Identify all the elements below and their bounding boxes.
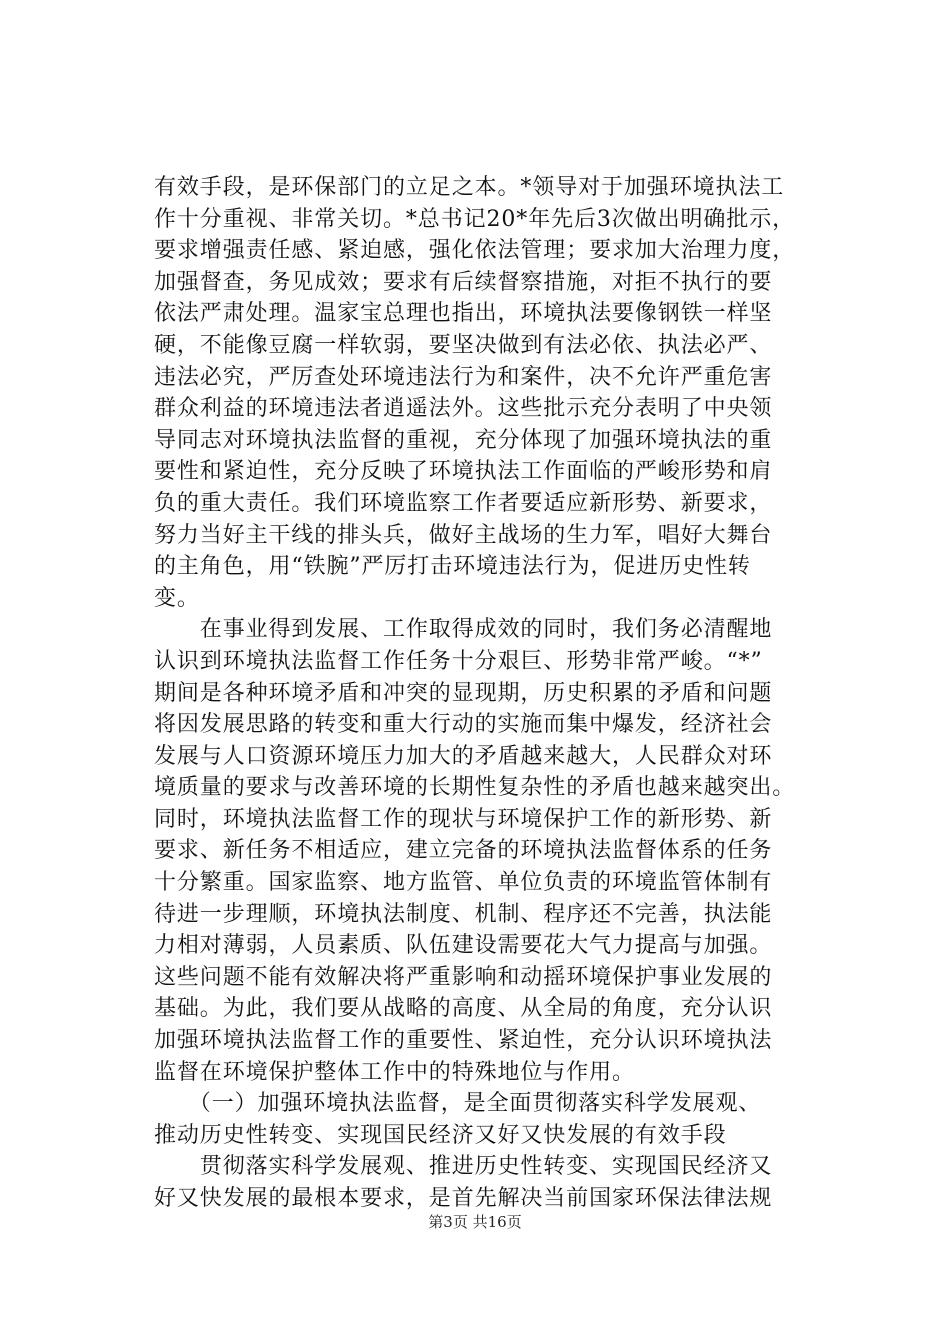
text-line: 十分繁重。国家监察、地方监管、单位负责的环境监管体制有: [154, 870, 773, 896]
text-line: 变。: [154, 585, 200, 611]
text-line: 推动历史性转变、实现国民经济又好又快发展的有效手段: [154, 1122, 727, 1148]
text-line: 监督在环境保护整体工作中的特殊地位与作用。: [154, 1059, 635, 1085]
text-line: 将因发展思路的转变和重大行动的实施而集中爆发，经济社会: [154, 712, 773, 738]
body-text: [154, 172, 830, 1215]
text-line: 要求增强责任感、紧迫感，强化依法管理；要求加大治理力度，: [154, 238, 796, 264]
text-line: 导同志对环境执法监督的重视，充分体现了加强环境执法的重: [154, 427, 773, 453]
text-line: 硬，不能像豆腐一样软弱，要坚决做到有法必依、执法必严、: [154, 332, 773, 358]
text-line: 负的重大责任。我们环境监察工作者要适应新形势、新要求，: [154, 490, 773, 516]
text-line: 在事业得到发展、工作取得成效的同时，我们务必清醒地: [154, 617, 773, 643]
text-line: 要性和紧迫性，充分反映了环境执法工作面临的严峻形势和肩: [154, 459, 773, 485]
text-line: 有效手段，是环保部门的立足之本。*领导对于加强环境执法工: [154, 175, 785, 200]
text-line: 境质量的要求与改善环境的长期性复杂性的矛盾也越来越突出。: [154, 775, 796, 801]
text-line: （一）加强环境执法监督，是全面贯彻落实科学发展观、: [154, 1091, 762, 1117]
text-line: 群众利益的环境违法者逍遥法外。这些批示充分表明了中央领: [154, 396, 773, 422]
page-footer: 第3页 共16页: [428, 1213, 522, 1231]
text-line: 作十分重视、非常关切。*总书记20*年先后3次做出明确批示，: [154, 206, 795, 232]
text-line: 期间是各种环境矛盾和冲突的显现期，历史积累的矛盾和问题: [154, 680, 773, 706]
text-line: 基础。为此，我们要从战略的高度、从全局的角度，充分认识: [154, 996, 773, 1022]
text-line: 努力当好主干线的排头兵，做好主战场的生力军，唱好大舞台: [154, 522, 773, 548]
text-line: 贯彻落实科学发展观、推进历史性转变、实现国民经济又: [154, 1154, 773, 1180]
text-line: 加强督查，务见成效；要求有后续督察措施，对拒不执行的要: [154, 269, 773, 295]
text-line: 认识到环境执法监督工作任务十分艰巨、形势非常严峻。“*”: [154, 648, 763, 674]
text-line: 加强环境执法监督工作的重要性、紧迫性，充分认识环境执法: [154, 1028, 773, 1054]
text-line: 违法必究，严厉查处环境违法行为和案件，决不允许严重危害: [154, 364, 773, 390]
text-line: 发展与人口资源环境压力加大的矛盾越来越大，人民群众对环: [154, 743, 773, 769]
text-line: 待进一步理顺，环境执法制度、机制、程序还不完善，执法能: [154, 901, 773, 927]
text-line: 的主角色，用“铁腕”严厉打击环境违法行为，促进历史性转: [154, 554, 751, 580]
text-line: 这些问题不能有效解决将严重影响和动摇环境保护事业发展的: [154, 964, 773, 990]
text-line: 力相对薄弱，人员素质、队伍建设需要花大气力提高与加强。: [154, 933, 773, 959]
text-line: 要求、新任务不相适应，建立完备的环境执法监督体系的任务: [154, 838, 773, 864]
text-line: 同时，环境执法监督工作的现状与环境保护工作的新形势、新: [154, 806, 773, 832]
text-line: 好又快发展的最根本要求，是首先解决当前国家环保法律法规: [154, 1186, 773, 1211]
text-line: 依法严肃处理。温家宝总理也指出，环境执法要像钢铁一样坚: [154, 301, 773, 327]
